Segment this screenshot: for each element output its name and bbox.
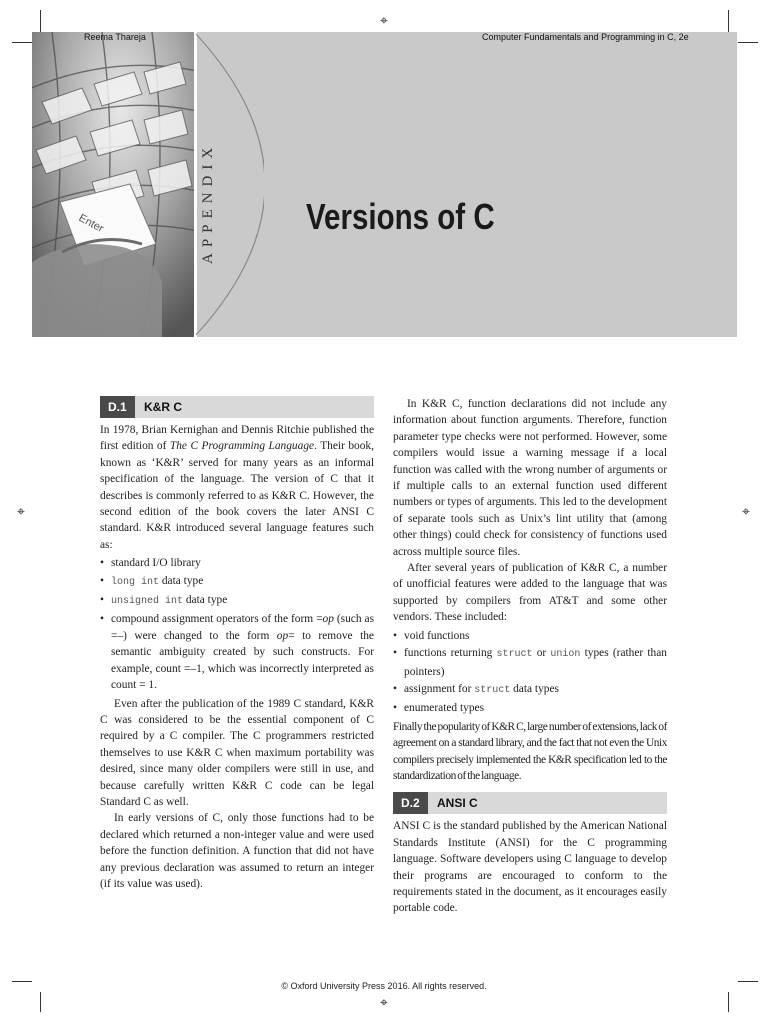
- paragraph: In early versions of C, only those functions had to be declared which returned a non-integer value and were used before the function definition. A function that did not have any previous declaration was assumed to return an integer (if its value was used).: [100, 812, 374, 890]
- crop-mark-icon: [40, 10, 41, 32]
- registration-mark-icon: ⌖: [380, 13, 388, 29]
- registration-mark-icon: ⌖: [380, 995, 388, 1011]
- crop-mark-icon: [728, 10, 729, 32]
- crop-mark-icon: [40, 992, 41, 1012]
- list-item: • void functions: [393, 628, 667, 644]
- section-header-d1: [100, 396, 374, 418]
- paragraph: In 1978, Brian Kernighan and Dennis Ritchie published the first edition of The C Programming Language. Their book, known as ‘K&R’ served for many years as an informal specification of the language. The version of C that it describes is commonly referred to as K&R C. However, the second edition of the book covers the later ANSI C standard. K&R introduced several language features such as:: [100, 424, 374, 551]
- crop-mark-icon: [738, 42, 758, 43]
- list-item: • long int data type: [100, 573, 374, 591]
- title-banner: [197, 32, 737, 337]
- copyright-text: Oxford University Press 2016. All rights reserved.: [288, 981, 487, 991]
- crop-mark-icon: [728, 992, 729, 1012]
- enter-key-label: Enter: [76, 212, 106, 235]
- running-head-book-title: Computer Fundamentals and Programming in C, 2e: [482, 32, 689, 42]
- paragraph: In K&R C, function declarations did not include any information about function arguments. Therefore, function parameter type checks were not performed. However, some compilers would issue a warning message if a local function was called with the wrong number of arguments or if multiple calls to an external function used different numbers or types of arguments. This led to the development of separate tools such as Unix’s lint utility that (among other things) could check for consistency of functions used across multiple source files.: [393, 398, 667, 558]
- feature-list: [100, 555, 374, 693]
- registration-mark-icon: ⌖: [17, 504, 25, 520]
- copyright-footer: [0, 981, 768, 991]
- list-item: • functions returning struct or union types (rather than pointers): [393, 645, 667, 680]
- paragraph: Even after the publication of the 1989 C standard, K&R C was considered to be the essential component of C required by a C compiler. The C programmers restricted themselves to use K&R C when maximum portability was desired, since many older compilers were still in use, and because carefully written K&R C code can be legal Standard C as well.: [100, 697, 374, 808]
- running-head-author: Reema Thareja: [84, 32, 146, 42]
- section-header-d2: [393, 792, 667, 814]
- registration-mark-icon: ⌖: [742, 504, 750, 520]
- keyboard-photo: [32, 32, 194, 337]
- left-column: [100, 396, 374, 892]
- section-title: ANSI C: [437, 796, 478, 811]
- paragraph: After several years of publication of K&R C, a number of unofficial features were added to the language that was supported by compilers from AT&T and some other vendors. These included:: [393, 562, 667, 624]
- feature-list: [393, 628, 667, 717]
- list-item: • standard I/O library: [100, 555, 374, 571]
- paragraph: ANSI C is the standard published by the American National Standards Institute (ANSI) for the C programming language. Software developers using C language to develop their programs are encouraged to conform to the requirements stated in the document, as it encourages easily portable code.: [393, 820, 667, 915]
- section-number: D.2: [393, 792, 428, 814]
- section-title: K&R C: [144, 400, 182, 414]
- list-item: • assignment for struct data types: [393, 681, 667, 699]
- section-number: D.1: [100, 396, 135, 418]
- list-item: • enumerated types: [393, 700, 667, 716]
- appendix-label: APPENDIX: [200, 141, 216, 265]
- crop-mark-icon: [12, 42, 32, 43]
- right-column: [393, 396, 667, 917]
- chapter-title: Versions of C: [306, 196, 495, 237]
- copyright-symbol: ©: [281, 981, 289, 991]
- list-item: • unsigned int data type: [100, 592, 374, 610]
- list-item: • compound assignment operators of the form =op (such as =–) were changed to the form op= to remove the semantic ambiguity created by such constructs. For example, count =–1, which was incorrectly interpreted as count = 1.: [100, 611, 374, 693]
- book-title-italic: The C Programming Language: [169, 440, 315, 453]
- paragraph: Finally the popularity of K&R C, large number of extensions, lack of agreement on a standard library, and the fact that not even the Unix compilers precisely implemented the K&R specification led to the standardization of the language.: [393, 720, 667, 782]
